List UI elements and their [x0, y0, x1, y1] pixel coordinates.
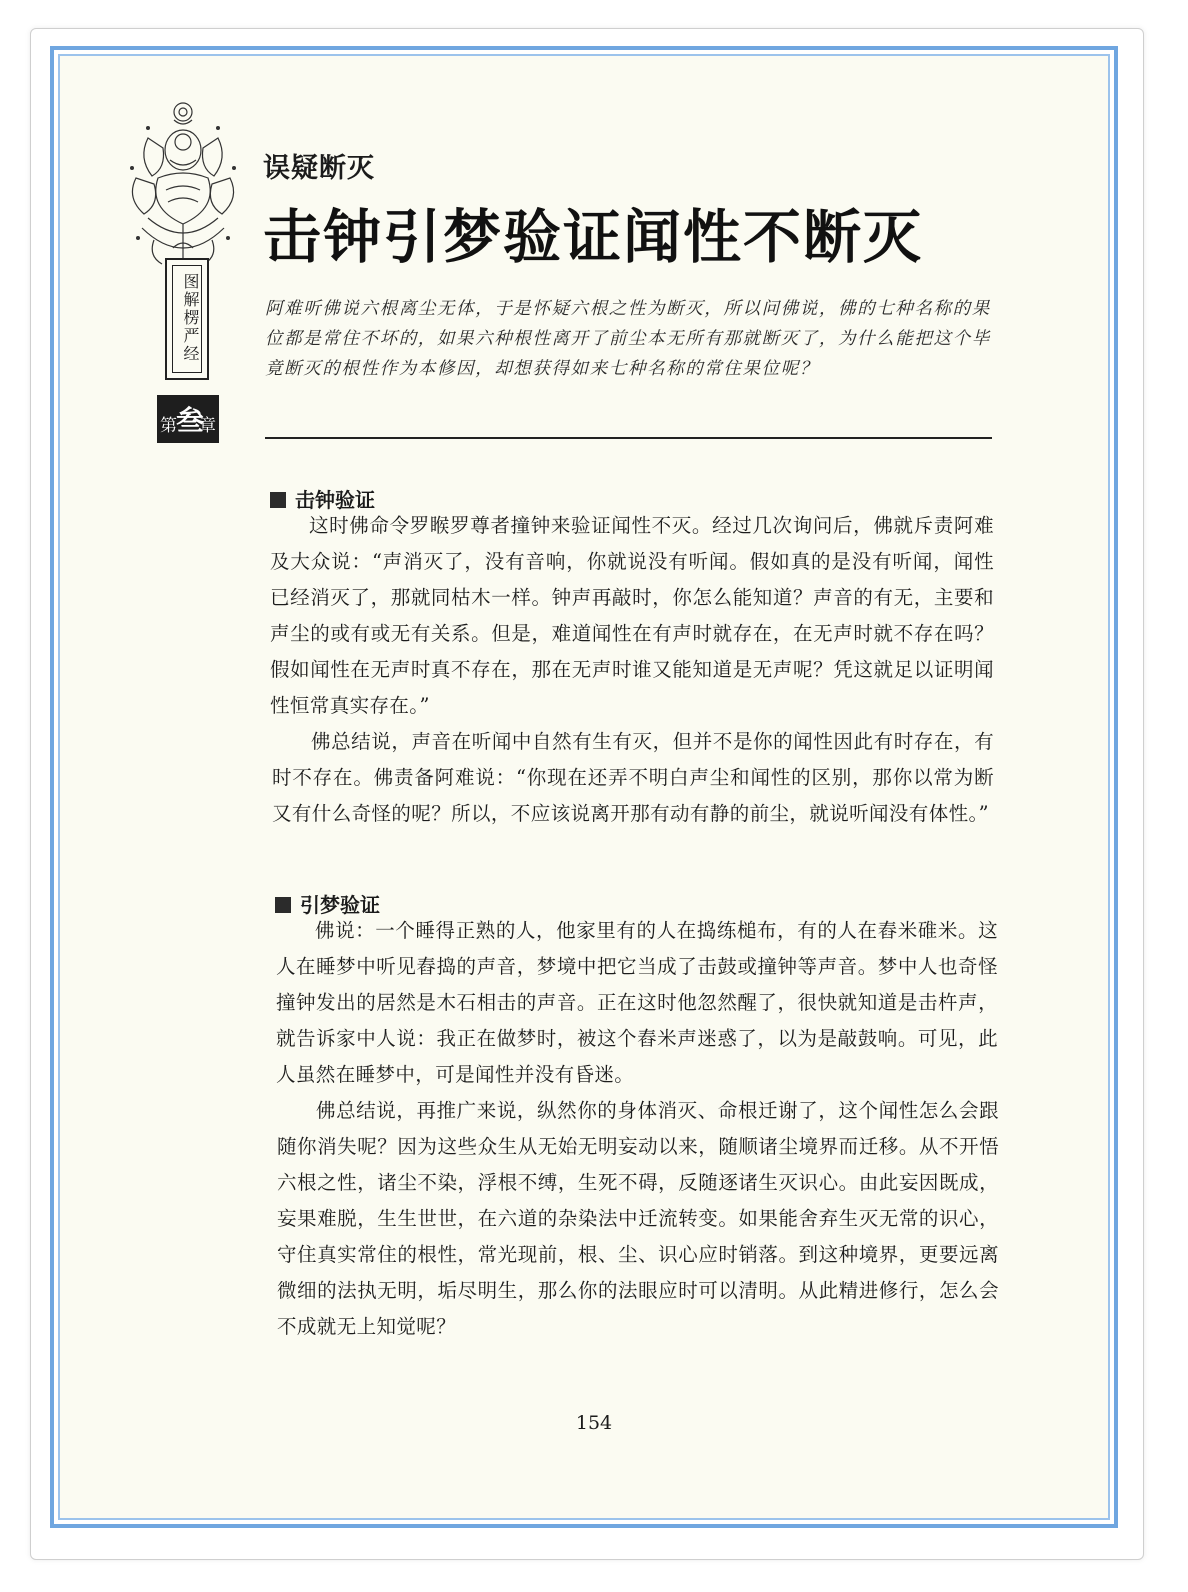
- square-bullet-icon: [270, 492, 286, 508]
- chapter-tab: [157, 395, 219, 443]
- chapter-suffix: 章: [199, 416, 216, 436]
- page-title: 击钟引梦验证闻性不断灭: [263, 203, 924, 271]
- square-bullet-icon: [275, 897, 291, 913]
- page-subtitle: 误疑断灭: [263, 153, 375, 184]
- chapter-prefix: 第: [160, 416, 177, 436]
- chapter-number: 叁: [176, 404, 205, 437]
- lotus-ornament-icon: [118, 98, 248, 278]
- body-paragraph: 佛总结说，声音在听闻中自然有生有灭，但并不是你的闻性因此有时存在，有时不存在。佛责备阿难说：“你现在还弄不明白声尘和闻性的区别，那你以常为断又有什么奇怪的呢？所以，不应该说离开那有动有静的前尘，就说听闻没有体性。”: [272, 730, 994, 825]
- page-number: 154: [575, 1412, 613, 1434]
- intro-paragraph: 阿难听佛说六根离尘无体，于是怀疑六根之性为断灭，所以问佛说，佛的七种名称的果位都是常住不坏的，如果六种根性离开了前尘本无所有那就断灭了，为什么能把这个毕竟断灭的根性作为本修因，却想获得如来七种名称的常住果位呢？: [265, 299, 991, 379]
- section-heading-text: 引梦验证: [300, 893, 380, 917]
- body-paragraph: 这时佛命令罗睺罗尊者撞钟来验证闻性不灭。经过几次询问后，佛就斥责阿难及大众说：“声消灭了，没有音响，你就说没有听闻。假如真的是没有听闻，闻性已经消灭了，那就同枯木一样。钟声再敲时，你怎么能知道？声音的有无，主要和声尘的或有或无有关系。但是，难道闻性在有声时就存在，在无声时就不存在吗？假如闻性在无声时真不存在，那在无声时谁又能知道是无声呢？凭这就足以证明闻性恒常真实存在。”: [270, 514, 994, 717]
- section-heading-text: 击钟验证: [295, 488, 375, 512]
- book-label: [165, 258, 209, 380]
- divider-rule: [265, 437, 992, 439]
- book-label-text: 图解楞严经: [181, 273, 200, 363]
- body-paragraph: 佛说：一个睡得正熟的人，他家里有的人在捣练槌布，有的人在舂米碓米。这人在睡梦中听见舂捣的声音，梦境中把它当成了击鼓或撞钟等声音。梦中人也奇怪撞钟发出的居然是木石相击的声音。正在这时他忽然醒了，很快就知道是击杵声，就告诉家中人说：我正在做梦时，被这个舂米声迷惑了，以为是敲鼓响。可见，此人虽然在睡梦中，可是闻性并没有昏迷。: [276, 919, 998, 1086]
- body-paragraph: 佛总结说，再推广来说，纵然你的身体消灭、命根迁谢了，这个闻性怎么会跟随你消失呢？因为这些众生从无始无明妄动以来，随顺诸尘境界而迁移。从不开悟六根之性，诸尘不染，浮根不缚，生死不碍，反随逐诸生灭识心。由此妄因既成，妄果难脱，生生世世，在六道的杂染法中迁流转变。如果能舍弃生灭无常的识心，守住真实常住的根性，常光现前，根、尘、识心应时销落。到这种境界，更要远离微细的法执无明，垢尽明生，那么你的法眼应时可以清明。从此精进修行，怎么会不成就无上知觉呢？: [277, 1099, 999, 1338]
